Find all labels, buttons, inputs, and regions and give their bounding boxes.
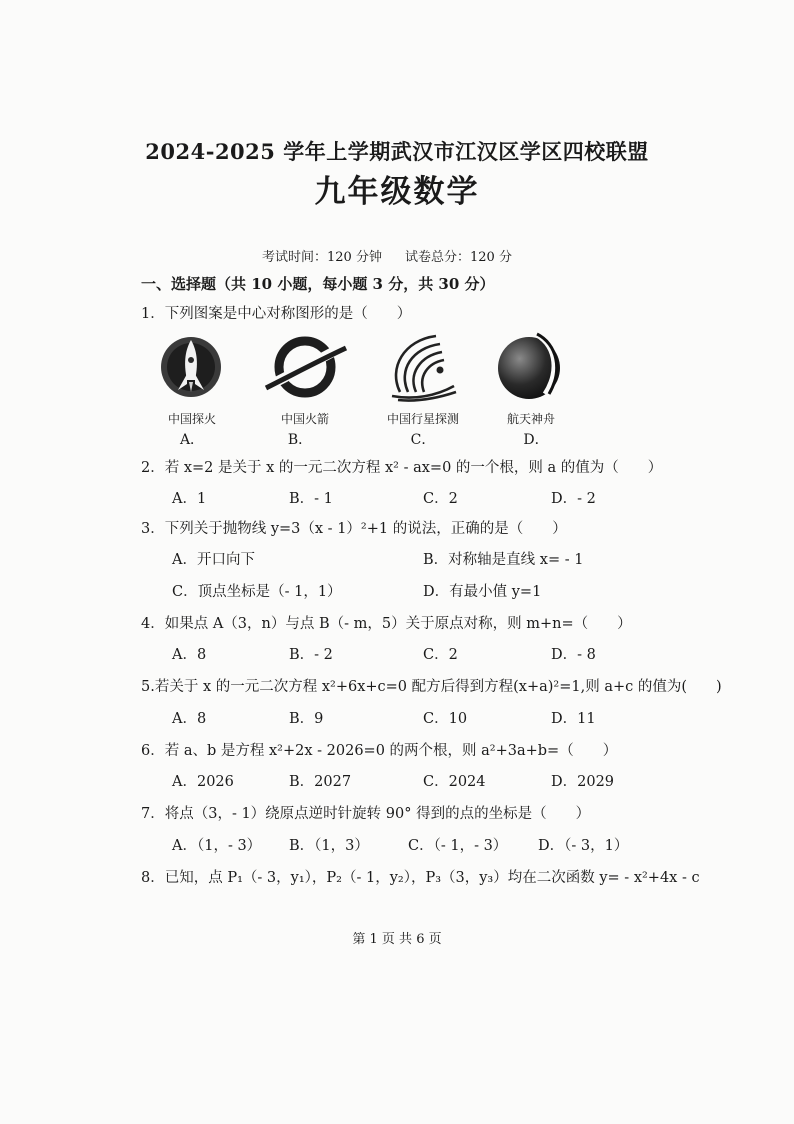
caption-d: 航天神舟 [506,412,555,426]
q5-option-c: C．10 [423,711,468,727]
q7-option-a: A．（1，- 3） [172,838,262,854]
q7-option-d: D．（- 3，1） [538,838,629,854]
caption-a: 中国探火 [167,412,216,426]
option-letter-c: C． [410,432,436,448]
q2-option-c: C．2 [423,491,458,507]
question-3-stem: 3．下列关于抛物线 y=3（x - 1）²+1 的说法，正确的是（ ） [141,521,567,537]
q6-option-a: A．2026 [172,774,234,790]
q3-option-c: C．顶点坐标是（- 1，1） [172,584,342,600]
rocket-logo-icon [158,334,224,400]
question-4-stem: 4．如果点 A（3，n）与点 B（- m，5）关于原点对称，则 m+n=（ ） [141,616,632,632]
q6-option-b: B．2027 [289,774,352,790]
question-2-stem: 2．若 x=2 是关于 x 的一元二次方程 x² - ax=0 的一个根，则 a 的值为（ ） [141,460,663,476]
q4-option-d: D．- 8 [551,647,596,663]
q4-option-c: C．2 [423,647,458,663]
q3-option-b: B．对称轴是直线 x= - 1 [423,552,584,568]
sphere-logo-icon [493,330,565,402]
q2-option-d: D．- 2 [551,491,596,507]
q2-option-a: A．1 [172,491,207,507]
orbit-logo-icon [262,334,348,400]
q2-option-b: B．- 1 [289,491,333,507]
caption-b: 中国火箭 [280,412,329,426]
q3-option-a: A．开口向下 [172,552,255,568]
arcs-logo-icon [384,330,458,402]
caption-c: 中国行星探测 [386,412,459,426]
section-heading: 一、选择题（共 10 小题，每小题 3 分，共 30 分） [141,275,495,293]
exam-title-subject: 九年级数学 [314,174,480,210]
question-7-stem: 7．将点（3，- 1）绕原点逆时针旋转 90° 得到的点的坐标是（ ） [141,806,591,822]
total-score: 试卷总分：120 分 [405,250,512,265]
q5-option-a: A．8 [172,711,207,727]
question-8-stem: 8．已知，点 P₁（- 3，y₁），P₂（- 1，y₂），P₃（3，y₃）均在二次函数 y= - x²+4x - c [141,870,700,886]
exam-time: 考试时间：120 分钟 [262,250,382,265]
question-6-stem: 6．若 a、b 是方程 x²+2x - 2026=0 的两个根，则 a²+3a+b=（ ） [141,743,618,759]
question-1-stem: 1．下列图案是中心对称图形的是（ ） [141,306,412,322]
page-number: 第 1 页 共 6 页 [352,932,442,947]
q4-option-a: A．8 [172,647,207,663]
question-5-stem: 5.若关于 x 的一元二次方程 x²+6x+c=0 配方后得到方程(x+a)²=1,则 a+c 的值为( ) [141,679,722,695]
q6-option-d: D．2029 [551,774,615,790]
q4-option-b: B．- 2 [289,647,333,663]
exam-title-line1: 2024-2025 学年上学期武汉市江汉区学区四校联盟 [145,139,649,164]
option-letter-a: A． [179,432,205,448]
q5-option-b: B．9 [289,711,324,727]
q7-option-c: C．（- 1，- 3） [408,838,508,854]
q7-option-b: B．（1，3） [289,838,369,854]
option-letter-d: D． [523,432,549,448]
option-letter-b: B． [287,432,313,448]
q3-option-d: D．有最小值 y=1 [423,584,542,600]
q5-option-d: D．11 [551,711,596,727]
q6-option-c: C．2024 [423,774,486,790]
